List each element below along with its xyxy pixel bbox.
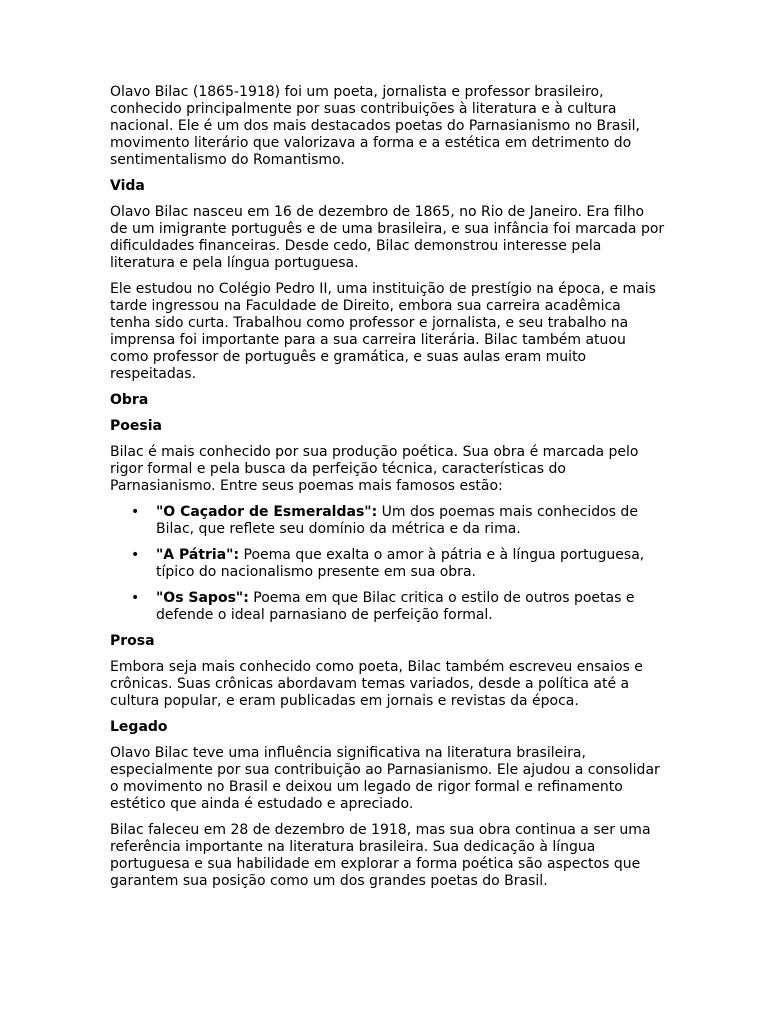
section-heading-legado: Legado: [110, 719, 168, 735]
poem-description: Poema em que Bilac critica o estilo de outros poetas e defende o ideal parnasiano de perfeição formal.: [156, 590, 635, 623]
list-item: [110, 547, 665, 581]
section-heading-vida: Vida: [110, 178, 145, 194]
legado-paragraph-1: Olavo Bilac teve uma influência significativa na literatura brasileira, especialmente por sua contribuição ao Parnasianismo. Ele ajudou a consolidar o movimento no Brasil e deixou um legado de rigor formal e refinamento estético que ainda é estudado e apreciado.: [110, 745, 660, 812]
bullet-icon: •: [131, 590, 140, 606]
poems-list: [110, 504, 665, 624]
poem-title: "O Caçador de Esmeraldas":: [156, 504, 378, 520]
legado-paragraph-2: Bilac faleceu em 28 de dezembro de 1918, mas sua obra continua a ser uma referência importante na literatura brasileira. Sua dedicação à língua portuguesa e sua habilidade em explorar a forma poética são aspectos que garantem sua posição como um dos grandes poetas do Brasil.: [110, 822, 651, 889]
intro-paragraph: Olavo Bilac (1865-1918) foi um poeta, jornalista e professor brasileiro, conhecido principalmente por suas contribuições à literatura e à cultura nacional. Ele é um dos mais destacados poetas do Parnasianismo no Brasil, movimento literário que valorizava a forma e a estética em detrimento do sentimentalismo do Romantismo.: [110, 84, 641, 168]
document-body: [110, 84, 665, 899]
poem-title: "Os Sapos":: [156, 590, 249, 606]
poem-description: Poema que exalta o amor à pátria e à língua portuguesa, típico do nacionalismo presente em sua obra.: [156, 547, 645, 580]
poem-title: "A Pátria":: [156, 547, 240, 563]
bullet-icon: •: [131, 547, 140, 563]
poesia-paragraph: Bilac é mais conhecido por sua produção poética. Sua obra é marcada pelo rigor formal e pela busca da perfeição técnica, características do Parnasianismo. Entre seus poemas mais famosos estão:: [110, 444, 639, 494]
poem-description: Um dos poemas mais conhecidos de Bilac, que reflete seu domínio da métrica e da rima.: [156, 504, 638, 537]
vida-paragraph-2: Ele estudou no Colégio Pedro II, uma instituição de prestígio na época, e mais tarde ingressou na Faculdade de Direito, embora sua carreira acadêmica tenha sido curta. Trabalhou como professor e jornalista, e seu trabalho na imprensa foi importante para a sua carreira literária. Bilac também atuou como professor de português e gramática, e suas aulas eram muito respeitadas.: [110, 281, 656, 382]
prosa-paragraph: Embora seja mais conhecido como poeta, Bilac também escreveu ensaios e crônicas. Suas crônicas abordavam temas variados, desde a política até a cultura popular, e eram publicadas em jornais e revistas da época.: [110, 659, 643, 709]
subsection-heading-prosa: Prosa: [110, 633, 155, 649]
list-item: [110, 590, 665, 624]
bullet-icon: •: [131, 504, 140, 520]
section-heading-obra: Obra: [110, 392, 149, 408]
subsection-heading-poesia: Poesia: [110, 418, 162, 434]
list-item: [110, 504, 665, 538]
vida-paragraph-1: Olavo Bilac nasceu em 16 de dezembro de 1865, no Rio de Janeiro. Era filho de um imigrante português e de uma brasileira, e sua infância foi marcada por dificuldades financeiras. Desde cedo, Bilac demonstrou interesse pela literatura e pela língua portuguesa.: [110, 204, 665, 271]
